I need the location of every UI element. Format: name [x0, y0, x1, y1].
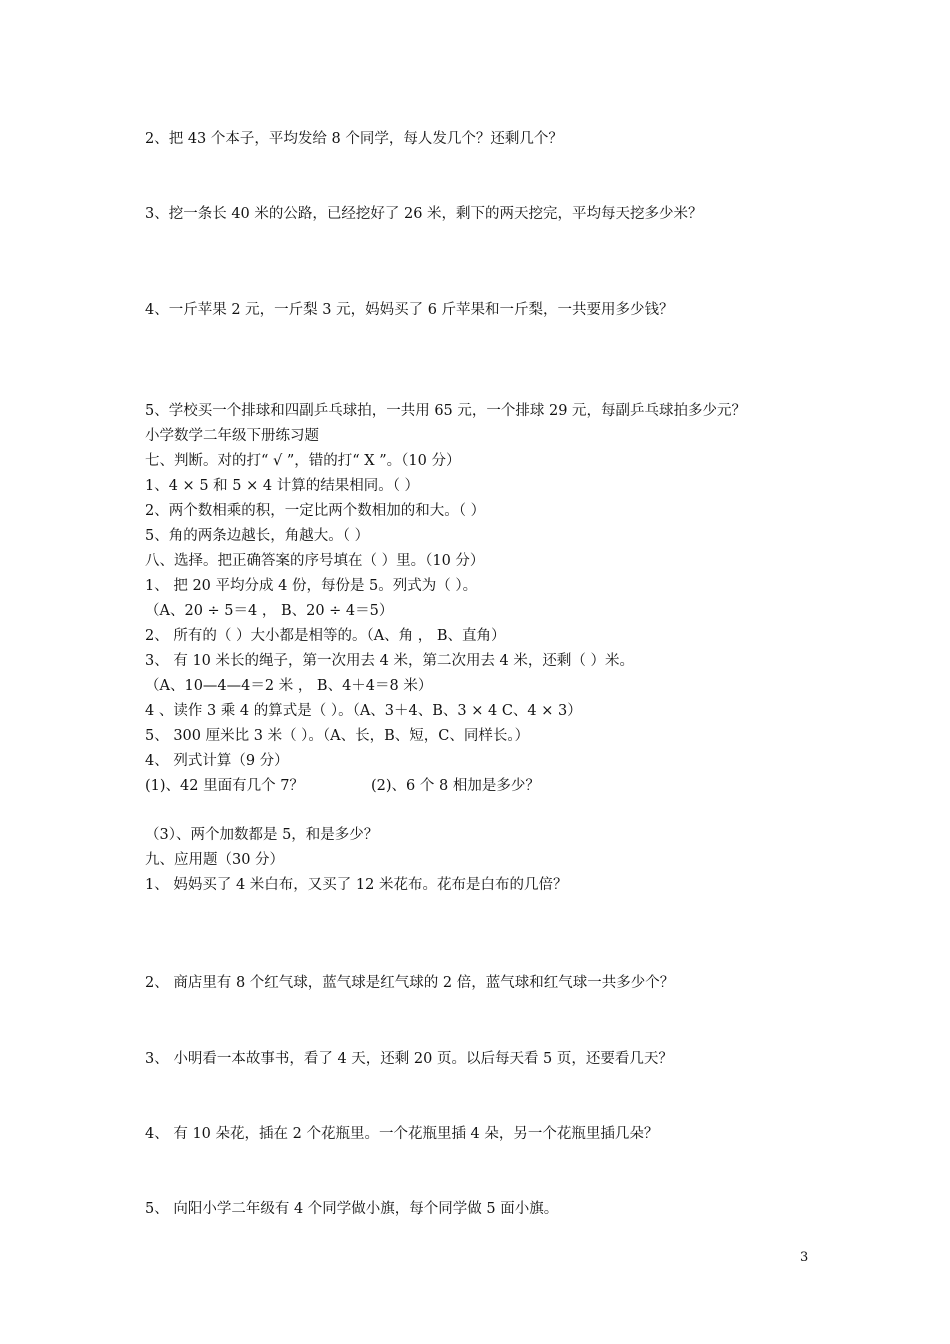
- application-problem: 2、 商店里有 8 个红气球，蓝气球是红气球的 2 倍，蓝气球和红气球一共多少个？: [145, 975, 675, 991]
- judge-item: 1、4 × 5 和 5 × 4 计算的结果相同。（ ）: [145, 478, 420, 494]
- doc-title: 小学数学二年级下册练习题: [145, 428, 319, 444]
- application-problem: 4、 有 10 朵花，插在 2 个花瓶里。一个花瓶里插 4 朵，另一个花瓶里插几朵？: [145, 1126, 659, 1142]
- choice-item: 2、 所有的（ ）大小都是相等的。（A、角 ， B、直角）: [145, 628, 506, 644]
- choice-item: 4 、读作 3 乘 4 的算式是（ ）。（A、3＋4、B、3 × 4 C、4 × 3）: [145, 703, 582, 719]
- section-9-heading: 九、应用题（30 分）: [145, 852, 285, 868]
- application-problem: 5、 向阳小学二年级有 4 个同学做小旗，每个同学做 5 面小旗。: [145, 1201, 559, 1217]
- choice-item: 1、 把 20 平均分成 4 份，每份是 5。列式为（ ）。: [145, 578, 478, 594]
- judge-item: 5、角的两条边越长，角越大。（ ）: [145, 528, 370, 544]
- calc-heading: 4、 列式计算（9 分）: [145, 753, 289, 769]
- choice-item: （A、10—4—4＝2 米 ， B、4＋4＝8 米）: [145, 678, 433, 694]
- choice-item: （A、20 ÷ 5＝4 ， B、20 ÷ 4＝5）: [145, 603, 394, 619]
- word-problem-3: 3、挖一条长 40 米的公路，已经挖好了 26 米，剩下的两天挖完，平均每天挖多少米？: [145, 206, 703, 222]
- word-problem-2: 2、把 43 个本子，平均发给 8 个同学，每人发几个？还剩几个？: [145, 131, 563, 147]
- judge-item: 2、两个数相乘的积，一定比两个数相加的和大。（ ）: [145, 503, 486, 519]
- choice-item: 3、 有 10 米长的绳子，第一次用去 4 米，第二次用去 4 米，还剩（ ）米。: [145, 653, 634, 669]
- calc-question-1: (1)、42 里面有几个 7？: [145, 778, 304, 794]
- section-7-heading: 七、判断。对的打“ √ ”，错的打“ X ”。（10 分）: [145, 453, 461, 469]
- application-problem: 3、 小明看一本故事书，看了 4 天，还剩 20 页。以后每天看 5 页，还要看几天？: [145, 1051, 673, 1067]
- word-problem-5: 5、学校买一个排球和四副乒乓球拍，一共用 65 元，一个排球 29 元，每副乒乓球拍多少元？: [145, 403, 747, 419]
- calc-question-3: （3）、两个加数都是 5，和是多少？: [145, 827, 379, 843]
- page-number: 3: [800, 1250, 809, 1265]
- application-problem: 1、 妈妈买了 4 米白布，又买了 12 米花布。花布是白布的几倍？: [145, 877, 568, 893]
- word-problem-4: 4、一斤苹果 2 元，一斤梨 3 元，妈妈买了 6 斤苹果和一斤梨，一共要用多少钱？: [145, 302, 674, 318]
- calc-question-2: (2)、6 个 8 相加是多少？: [371, 778, 540, 794]
- section-8-heading: 八、选择。把正确答案的序号填在（ ）里。（10 分）: [145, 553, 485, 569]
- choice-item: 5、 300 厘米比 3 米（ ）。（A、长，B、短，C、同样长。）: [145, 728, 530, 744]
